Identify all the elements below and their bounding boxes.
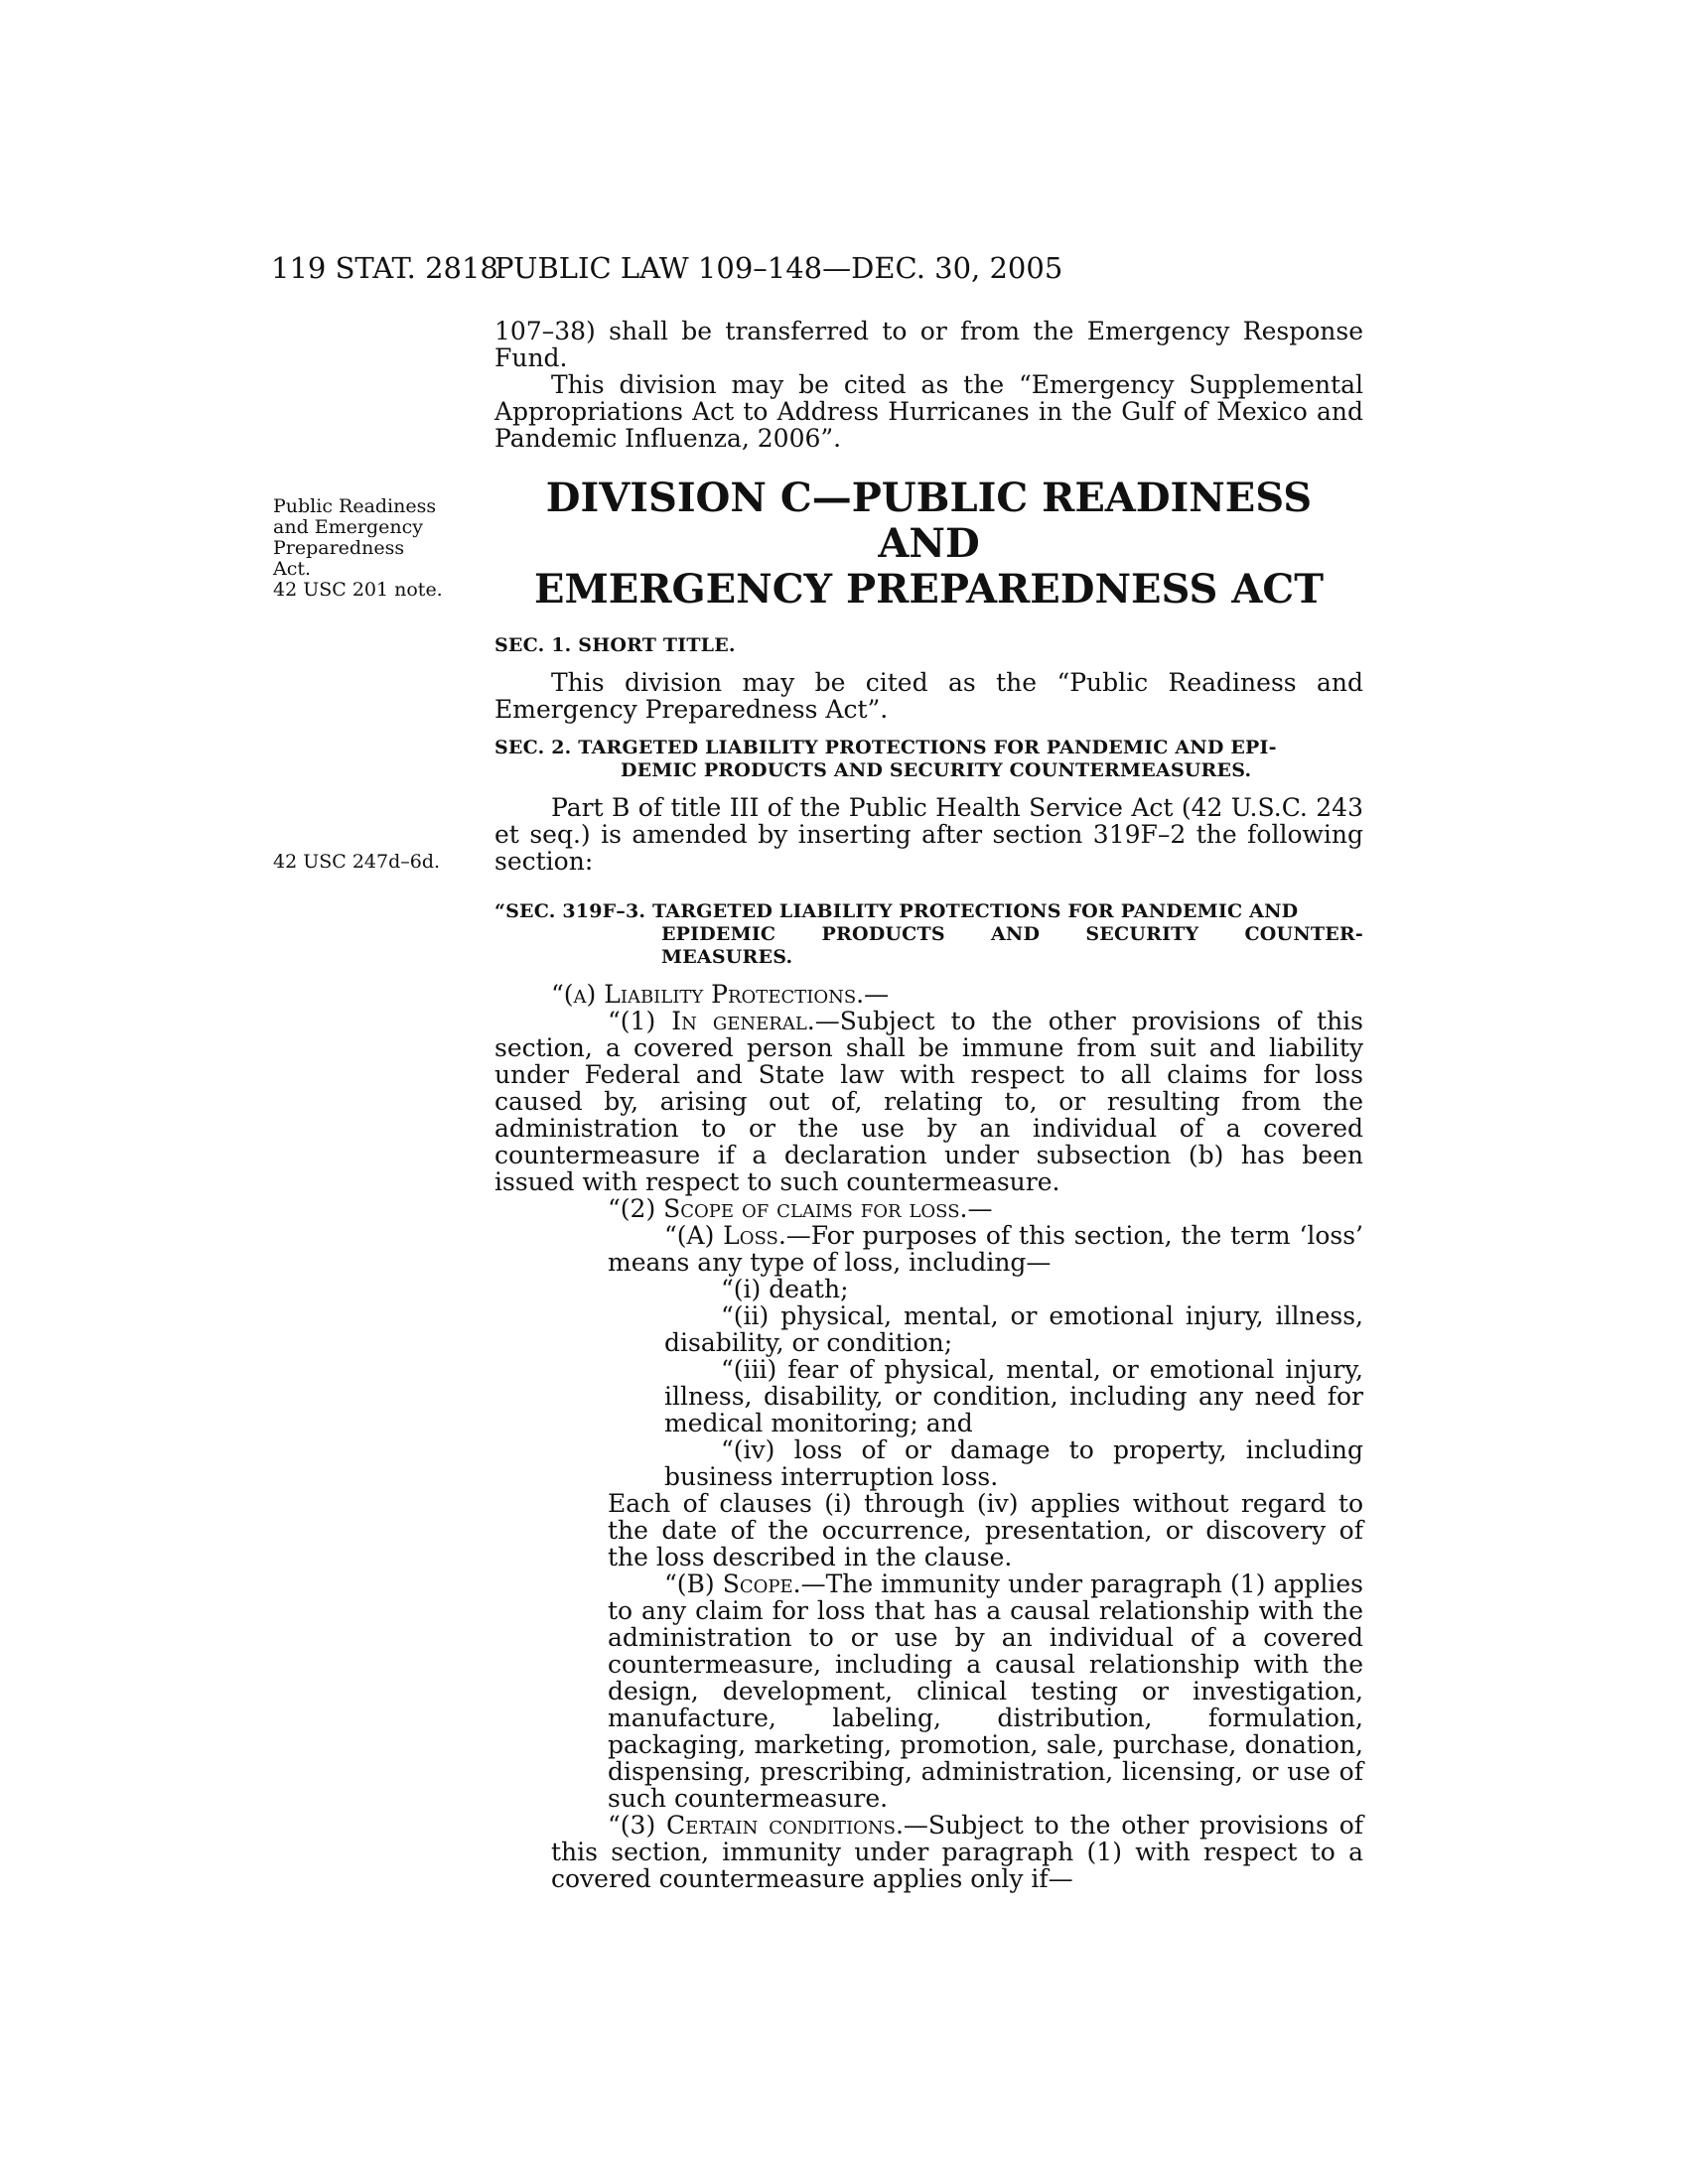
paragraph-3-text: —Subject to the other provisions of this section, immunity under paragraph (1) with respect to a covered countermeasure applies only if— <box>551 1811 1363 1893</box>
heading-line: SEC. 2. TARGETED LIABILITY PROTECTIONS FOR PANDEMIC AND EPI- <box>494 737 1277 758</box>
section-2-heading <box>494 737 1363 782</box>
division-title <box>494 476 1363 613</box>
margin-note-line: Act. <box>273 558 312 580</box>
subparagraph-B-heading: “(B) Scope. <box>664 1570 801 1598</box>
clause-iii: “(iii) fear of physical, mental, or emotional injury, illness, disability, or condition, including any need for medical monitoring; and <box>664 1355 1363 1437</box>
law-title: PUBLIC LAW 109–148—DEC. 30, 2005 <box>494 251 1063 285</box>
heading-line: DEMIC PRODUCTS AND SECURITY COUNTERMEASURES. <box>621 759 1252 781</box>
stat-page-number: 119 STAT. 2818 <box>271 251 498 285</box>
margin-note-act-name <box>273 496 472 601</box>
subsection-a-label <box>494 981 1363 1008</box>
subsection-a-heading: “(a) Liability Protections.— <box>551 980 890 1009</box>
paragraph-1-heading: “(1) In general. <box>608 1007 815 1035</box>
clauses-note: Each of clauses (i) through (iv) applies without regard to the date of the occurrence, presentation, or discovery of the loss described in the clause. <box>608 1489 1363 1571</box>
clause-iv: “(iv) loss of or damage to property, including business interruption loss. <box>664 1435 1363 1491</box>
subparagraph-B-text: —The immunity under paragraph (1) applies to any claim for loss that has a causal relationship with the administration to or use by an individual of a covered countermeasure, including a causal relationship with the design, development, clinical testing or investigation, manufacture, labeling, distribution, formulation, packaging, marketing, promotion, sale, purchase, donation, dispensing, prescribing, administration, licensing, or use of such countermeasure. <box>608 1570 1363 1813</box>
intro-paragraph-2: This division may be cited as the “Emergency Supplemental Appropriations Act to Address Hurricanes in the Gulf of Mexico and Pandemic Influenza, 2006”. <box>494 370 1363 453</box>
subparagraph-A <box>494 1222 1363 1276</box>
paragraph-2-heading: “(2) Scope of claims for loss.— <box>608 1194 993 1223</box>
paragraph-1 <box>494 1008 1363 1195</box>
intro-paragraph-1: 107–38) shall be transferred to or from the Emergency Response Fund. <box>494 317 1363 372</box>
heading-line: EPIDEMIC PRODUCTS AND SECURITY COUNTER- <box>661 923 1363 945</box>
division-title-line: DIVISION C—PUBLIC READINESS AND <box>545 475 1313 567</box>
paragraph-2-label <box>494 1195 1363 1222</box>
paragraph-3-heading: “(3) Certain conditions. <box>608 1811 904 1840</box>
subparagraph-A-heading: “(A) Loss. <box>664 1221 786 1250</box>
margin-note-line: Preparedness <box>273 537 405 559</box>
division-title-line: EMERGENCY PREPAREDNESS ACT <box>534 566 1324 613</box>
heading-line: “SEC. 319F–3. TARGETED LIABILITY PROTECTIONS FOR PANDEMIC AND <box>494 900 1299 922</box>
subparagraph-B <box>494 1570 1363 1812</box>
margin-note-line: and Emergency <box>273 516 423 538</box>
clause-ii: “(ii) physical, mental, or emotional injury, illness, disability, or condition; <box>664 1301 1363 1357</box>
margin-note-section-usc: 42 USC 247d–6d. <box>273 851 441 873</box>
margin-note-line: Public Readiness <box>273 495 437 517</box>
heading-line: MEASURES. <box>661 946 793 968</box>
body-text <box>494 318 1363 1892</box>
section-1-heading: SEC. 1. SHORT TITLE. <box>494 634 736 656</box>
section-1-text: This division may be cited as the “Public Readiness and Emergency Preparedness Act”. <box>494 668 1363 724</box>
margin-note-usc: 42 USC 201 note. <box>273 579 443 601</box>
paragraph-1-text: —Subject to the other provisions of this section, a covered person shall be immune from suit and liability under Federal and State law with respect to all claims for loss caused by, arising out of, relating to, or resulting from the administration to or the use by an individual of a covered countermeasure if a declaration under subsection (b) has been issued with respect to such countermeasure. <box>494 1007 1364 1196</box>
section-319f3-heading <box>494 900 1363 969</box>
section-2-text: Part B of title III of the Public Health Service Act (42 U.S.C. 243 et seq.) is amended by inserting after section 319F–2 the following section: <box>494 793 1363 876</box>
paragraph-3 <box>494 1812 1363 1892</box>
subparagraph-A-text: —For purposes of this section, the term ‘loss’ means any type of loss, including— <box>608 1221 1363 1277</box>
clause-i: “(i) death; <box>721 1275 849 1303</box>
